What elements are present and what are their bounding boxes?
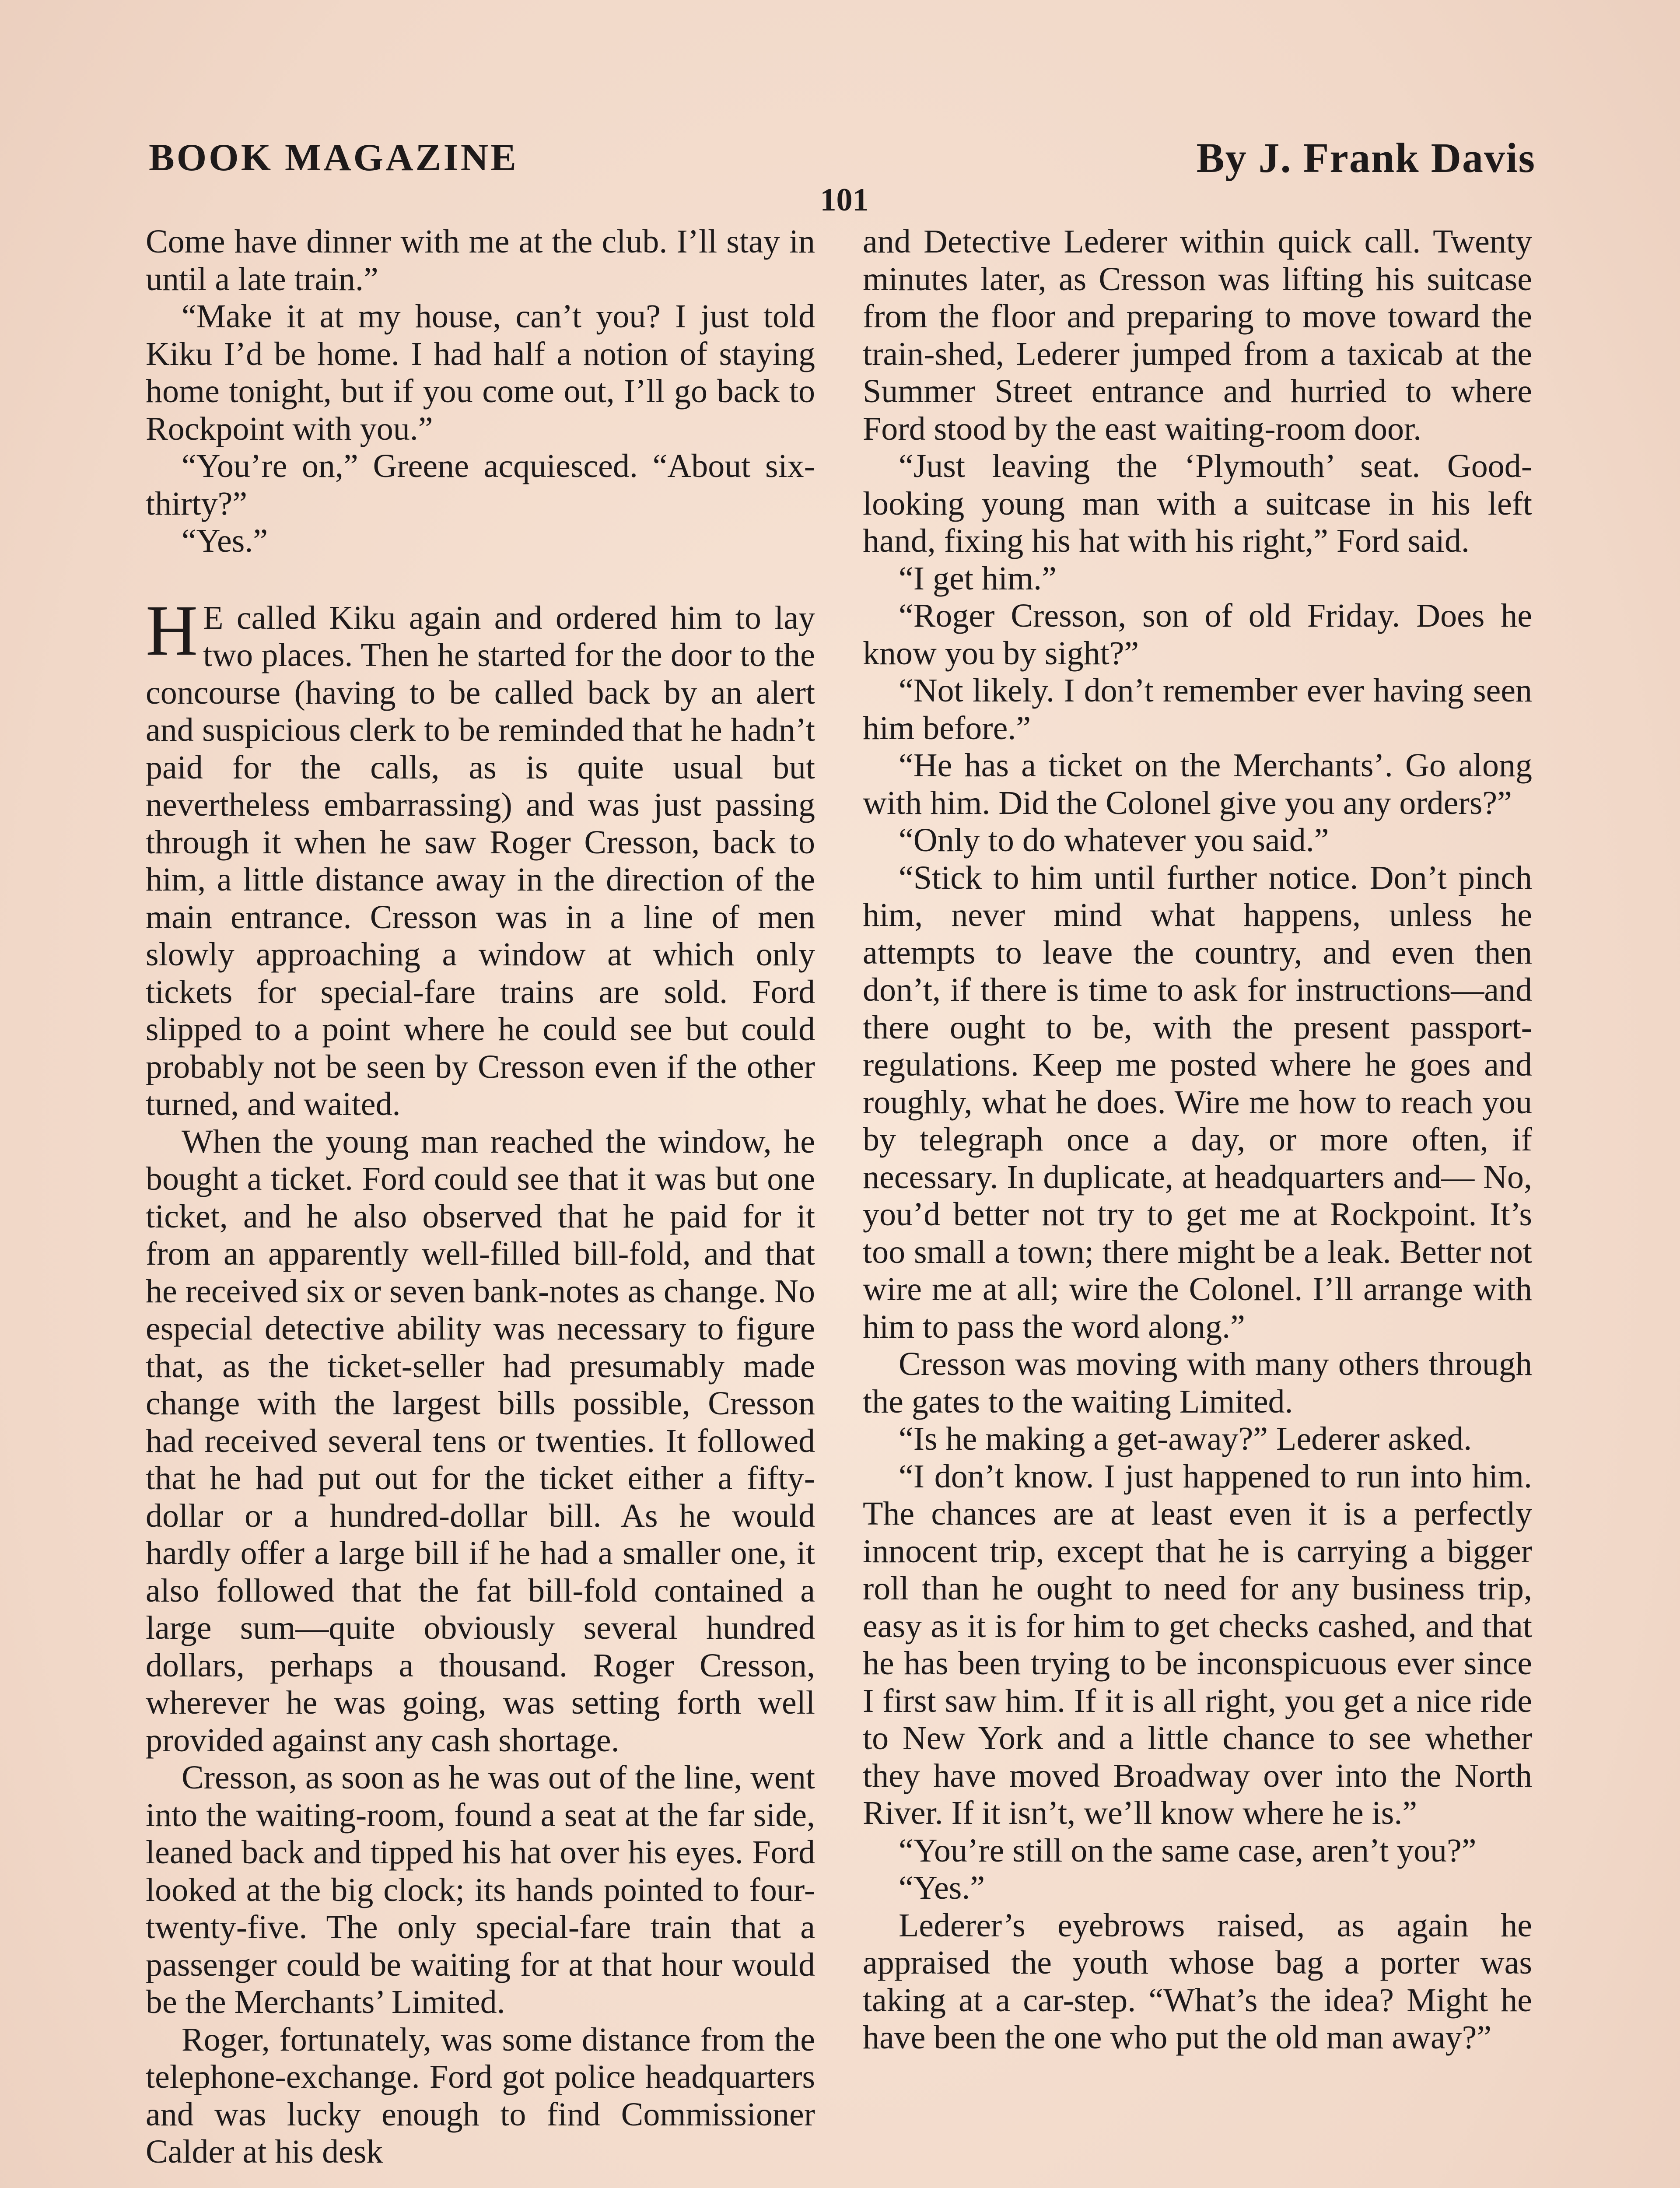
left-text-column xyxy=(146,223,815,2171)
paragraph: Cresson, as soon as he was out of the line, went into the waiting-room, found a seat at the far side, leaned back and tipped his hat over his eyes. Ford looked at the big clock; its hands pointed to four-twenty-five. The only special-fare train that a passenger could be waiting for at that hour would be the Merchants’ Limited. xyxy=(146,1759,815,2020)
paragraph: “I don’t know. I just happened to run into him. The chances are at least even it is a perfectly innocent trip, except that he is carrying a bigger roll than he ought to need for any business trip, easy as it is for him to get checks cashed, and that he has been trying to be inconspicuous ever since I first saw him. If it is all right, you get a nice ride to New York and a little chance to see whether they have moved Broadway over into the North River. If it isn’t, we’ll know where he is.” xyxy=(863,1458,1532,1831)
paragraph: and Detective Lederer within quick call. Twenty minutes later, as Cresson was lifting his suitcase from the floor and preparing to move toward the train-shed, Lederer jumped from a taxicab at the Summer Street entrance and hurried to where Ford stood by the east waiting-room door. xyxy=(863,223,1532,447)
paragraph: “You’re still on the same case, aren’t you?” xyxy=(899,1832,1477,1869)
paragraph: “Only to do whatever you said.” xyxy=(899,822,1329,859)
paragraph: Lederer’s eyebrows raised, as again he appraised the youth whose bag a porter was taking at a car-step. “What’s the idea? Might he have been the one who put the old man away?” xyxy=(863,1907,1532,2056)
paragraph: “Is he making a get-away?” Lederer asked. xyxy=(899,1420,1472,1457)
paragraph: “Make it at my house, can’t you? I just told Kiku I’d be home. I had half a notion of staying home tonight, but if you come out, I’ll go back to Rockpoint with you.” xyxy=(146,298,815,447)
paragraph: “You’re on,” Greene acquiesced. “About six-thirty?” xyxy=(146,448,815,522)
paragraph: Come have dinner with me at the club. I’ll stay in until a late train.” xyxy=(146,223,815,298)
paragraph: “I get him.” xyxy=(899,560,1057,597)
paragraph: Roger, fortunately, was some distance from the telephone-exchange. Ford got police headquarters and was lucky enough to find Commissioner Calder at his desk xyxy=(146,2021,815,2170)
running-head-magazine-title: BOOK MAGAZINE xyxy=(149,137,518,179)
paragraph: “Roger Cresson, son of old Friday. Does he know you by sight?” xyxy=(863,597,1532,672)
paragraph: “Yes.” xyxy=(182,522,268,559)
paragraph-text: E called Kiku again and ordered him to lay two places. Then he started for the door to the concourse (having to be called back by an alert and suspicious clerk to be reminded that he hadn’t paid for the calls, as is quite usual but nevertheless embarrassing) and was just passing through it when he saw Roger Cresson, back to him, a little distance away in the direction of the main entrance. Cresson was in a line of men slowly approaching a window at which only tickets for special-fare trains are sold. Ford slipped to a point where he could see but could probably not be seen by Cresson even if the other turned, and waited. xyxy=(146,599,815,1122)
paragraph: “Stick to him until further notice. Don’t pinch him, never mind what happens, unless he attempts to leave the country, and even then don’t, if there is time to ask for instructions—and there ought to be, with the present passport-regulations. Keep me posted where he goes and roughly, what he does. Wire me how to reach you by telegraph once a day, or more often, if necessary. In duplicate, at headquarters and— No, you’d better not try to get me at Rockpoint. It’s too small a town; there might be a leak. Better not wire me at all; wire the Colonel. I’ll arrange with him to pass the word along.” xyxy=(863,859,1532,1345)
paragraph: When the young man reached the window, he bought a ticket. Ford could see that it was but one ticket, and he also observed that he paid for it from an apparently well-filled bill-fold, and that he received six or seven bank-notes as change. No especial detective ability was necessary to figure that, as the ticket-seller had presumably made change with the largest bills possible, Cresson had received several tens or twenties. It followed that he had put out for the ticket either a fifty-dollar or a hundred-dollar bill. As he would hardly offer a large bill if he had a smaller one, it also followed that the fat bill-fold contained a large sum—quite obviously several hundred dollars, perhaps a thousand. Roger Cresson, wherever he was going, was setting forth well provided against any cash shortage. xyxy=(146,1123,815,1759)
paragraph: “He has a ticket on the Merchants’. Go along with him. Did the Colonel give you any orders?” xyxy=(863,747,1532,821)
running-head-author: By J. Frank Davis xyxy=(1196,134,1536,181)
paragraph: “Not likely. I don’t remember ever having seen him before.” xyxy=(863,672,1532,747)
paragraph: Cresson was moving with many others through the gates to the waiting Limited. xyxy=(863,1346,1532,1420)
section-opening-paragraph xyxy=(146,590,815,1123)
drop-cap: H xyxy=(146,590,198,670)
right-text-column xyxy=(863,223,1532,2057)
paragraph: “Yes.” xyxy=(899,1869,985,1906)
page-number: 101 xyxy=(820,182,869,218)
paragraph: “Just leaving the ‘Plymouth’ seat. Good-looking young man with a suitcase in his left hand, fixing his hat with his right,” Ford said. xyxy=(863,448,1532,559)
